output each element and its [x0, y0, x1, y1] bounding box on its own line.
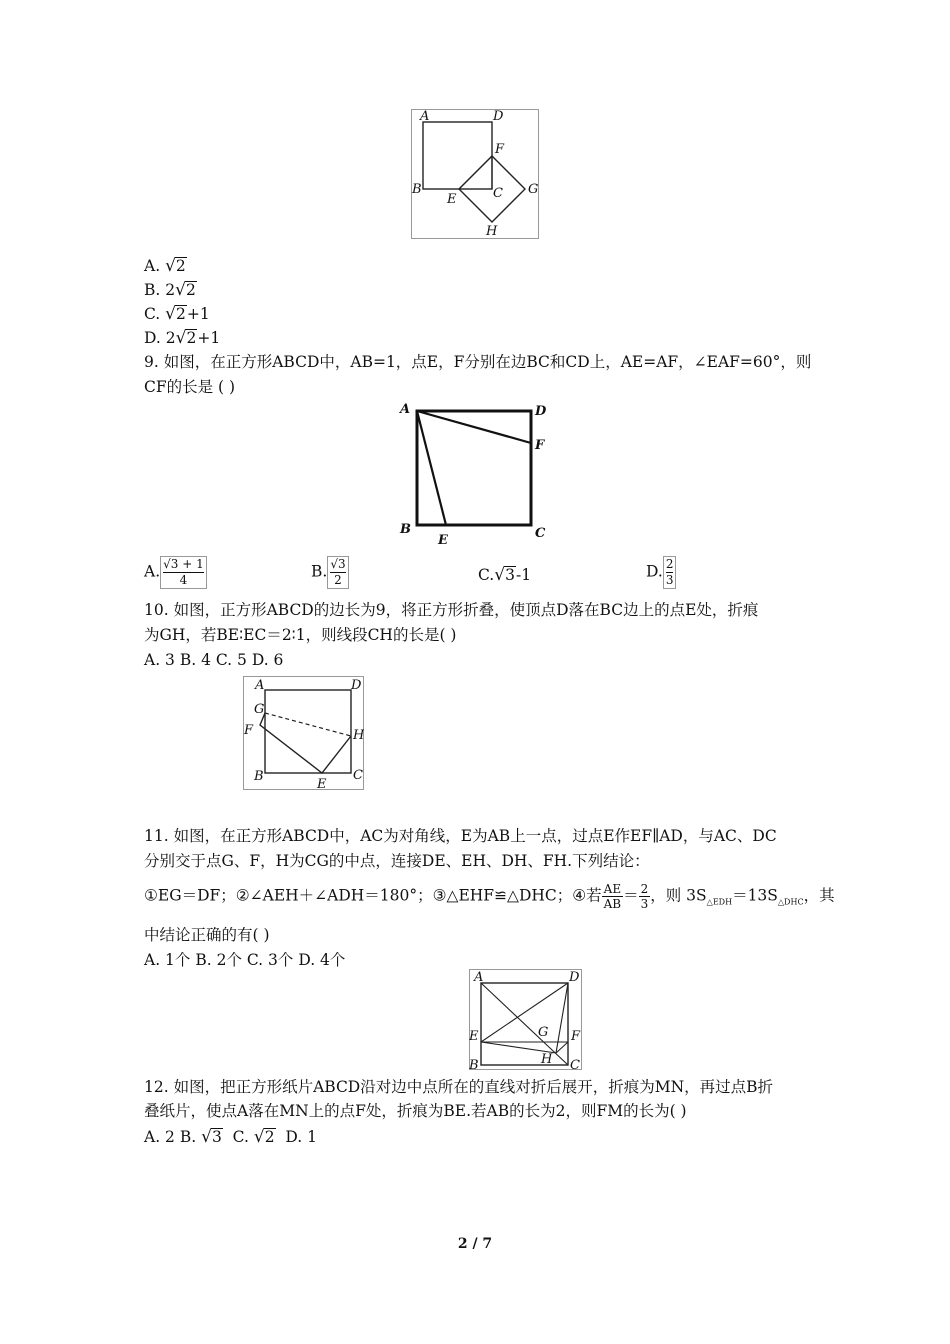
q11-label-F: F: [571, 1029, 581, 1044]
q10-label-G: G: [254, 702, 265, 717]
q10-label-A: A: [255, 678, 265, 693]
q11-stem-line3: ①EG＝DF；②∠AEH＋∠ADH＝180°；③△EHF≌△DHC；④若 $\frac{AE}{AB}$ ＝ $\frac{2}{3}$ ，则 $3S_{\triangle EDH}=13S_{\triangle DHC}$，其: [144, 882, 835, 911]
q11-stem-line4: 中结论正确的有( ): [144, 926, 270, 944]
q9-label-F: F: [535, 438, 545, 453]
q8-label-E: E: [447, 192, 457, 207]
q9-option-a: A. $\frac{√3 + 1}{4}$: [144, 556, 207, 589]
q10-stem-line2: 为GH，若BE∶EC＝2∶1，则线段CH的长是( ): [144, 626, 457, 644]
q10-figure: [243, 676, 364, 790]
q12-stem-line1: 12. 如图，把正方形纸片ABCD沿对边中点所在的直线对折后展开，折痕为MN，再过点B折: [144, 1078, 774, 1096]
q10-label-B: B: [254, 769, 264, 784]
q8-label-H: H: [486, 224, 498, 239]
q10-label-C: C: [353, 768, 363, 783]
q9-label-B: B: [400, 522, 411, 537]
q11-label-A: A: [474, 970, 484, 985]
q9-figure: [398, 399, 554, 547]
q8-option-a: A. √2: [144, 256, 186, 276]
q12-stem-line2: 叠纸片，使点A落在MN上的点F处，折痕为BE.若AB的长为2，则FM的长为( ): [144, 1102, 687, 1120]
q9-label-E: E: [438, 533, 448, 547]
q8-option-c: C. √2+1: [144, 304, 210, 324]
q10-options: A. 3 B. 4 C. 5 D. 6: [144, 651, 284, 669]
q8-label-F: F: [495, 142, 505, 157]
q11-options: A. 1个 B. 2个 C. 3个 D. 4个: [144, 951, 346, 969]
q10-label-F: F: [244, 723, 254, 738]
q11-label-H: H: [541, 1052, 553, 1067]
q12-options: A. 2 B. √3 C. √2 D. 1: [144, 1127, 318, 1147]
q8-figure: [411, 109, 539, 239]
q11-label-G: G: [538, 1025, 549, 1040]
q9-option-b: B. $\frac{√3}{2}$: [311, 556, 349, 589]
q9-label-A: A: [400, 402, 411, 417]
q11-stem-line2: 分别交于点G、F，H为CG的中点，连接DE、EH、DH、FH.下列结论：: [144, 852, 650, 870]
q9-stem-line2: CF的长是 ( ): [144, 378, 236, 396]
q9-stem-line1: 9. 如图，在正方形ABCD中，AB=1，点E，F分别在边BC和CD上，AE=AF，∠EAF=60°，则: [144, 353, 812, 371]
page-number: 2 / 7: [457, 1236, 493, 1252]
q11-label-E: E: [469, 1029, 479, 1044]
q8-label-C: C: [493, 186, 503, 201]
q10-label-E: E: [317, 777, 327, 790]
q8-label-A: A: [420, 109, 430, 124]
q8-option-b: B. 2√2: [144, 280, 196, 300]
q9-option-d: D. $\frac{2}{3}$: [646, 556, 676, 589]
q9-label-D: D: [535, 404, 547, 419]
q10-stem-line1: 10. 如图，正方形ABCD的边长为9，将正方形折叠，使顶点D落在BC边上的点E处，折痕: [144, 601, 759, 619]
q8-label-D: D: [493, 109, 504, 124]
q9-option-c: C.√3-1: [478, 565, 532, 585]
q11-label-C: C: [570, 1058, 580, 1070]
q10-label-H: H: [353, 728, 364, 743]
q11-figure: [469, 969, 582, 1070]
q11-label-B: B: [469, 1058, 479, 1070]
q11-label-D: D: [569, 970, 580, 985]
q8-option-d: D. 2√2+1: [144, 328, 221, 348]
q10-label-D: D: [351, 678, 362, 693]
q8-label-G: G: [528, 182, 539, 197]
q8-label-B: B: [412, 182, 422, 197]
q9-label-C: C: [535, 526, 546, 541]
q11-stem-line1: 11. 如图，在正方形ABCD中，AC为对角线，E为AB上一点，过点E作EF∥AD，与AC、DC: [144, 827, 777, 845]
